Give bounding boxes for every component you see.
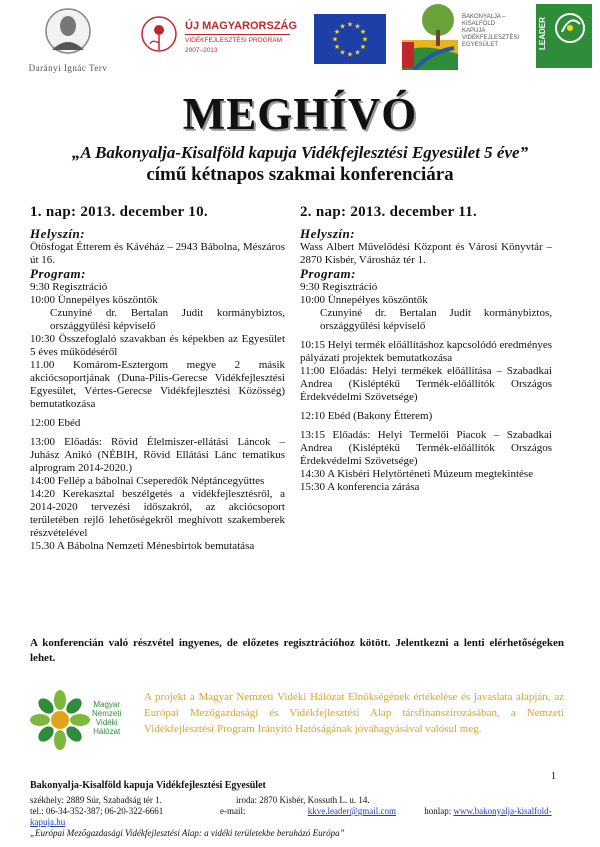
- day2-heading: 2. nap: 2013. december 11.: [300, 204, 478, 220]
- footer-org-name: Bakonyalja-Kisalföld kapuja Vidékfejlesztési Egyesület: [30, 780, 266, 791]
- program-item: 11.00 Komárom-Esztergom megye 2 másik akciócsoportjának (Duna-Pilis-Gerecse Vidékfejlesztési Egyesület, Vértes-Gerecse Vidékfejlesztési Közösség) bemutatkozása: [30, 359, 285, 410]
- program-item: 13:00 Előadás: Rövid Élelmiszer-ellátási Láncok – Juhász Anikó (NÉBIH, Rövid Ellátási Lánc tematikus alprogram 2014-2020.): [30, 436, 285, 474]
- page-number: 1: [551, 771, 556, 782]
- daranyi-portrait-icon: [8, 6, 128, 56]
- eu-star-icon: ★: [346, 50, 354, 59]
- daranyi-logo: [8, 6, 128, 74]
- eu-star-icon: ★: [333, 43, 341, 51]
- day2-program-label: Program:: [300, 266, 356, 281]
- event-subtitle: „A Bakonyalja-Kisalföld kapuja Vidékfejlesztési Egyesület 5 éve”: [71, 143, 529, 162]
- day1-venue: Ötösfogat Étterem és Kávéház – 2943 Bábolna, Mészáros út 16.: [30, 241, 285, 266]
- footer-web-label: honlap:: [424, 806, 452, 816]
- eu-star-icon: ★: [333, 28, 341, 36]
- eu-star-icon: ★: [331, 35, 339, 44]
- footer-phone: tel.: 06-34-352-387; 06-20-322-6661: [30, 806, 164, 816]
- umft-title: ÚJ MAGYARORSZÁG: [185, 20, 298, 32]
- umft-flower-icon: [140, 10, 178, 64]
- program-item: 13:15 Előadás: Helyi Termelői Piacok – Szabadkai Andrea (Kisléptékű Termék-előállítók Országos Érdekvédelmi Szövetsége): [300, 429, 552, 467]
- eu-star-icon: ★: [339, 22, 346, 31]
- footer-motto: „Európai Mezőgazdasági Vidékfejlesztési Alap: a vidéki területekbe beruházó Európa”: [30, 828, 345, 838]
- footer: [30, 780, 570, 839]
- day1-program-label: Program:: [30, 266, 86, 281]
- program-item: 10:30 Összefoglaló szavakban és képekben az Egyesület 5 éves működéséről: [30, 333, 285, 358]
- mnvh-flower-icon: [30, 690, 90, 750]
- leader-text: LEADER: [538, 17, 547, 50]
- page-title: MEGHÍVÓ: [182, 89, 418, 139]
- day1-heading: 1. nap: 2013. december 10.: [30, 204, 208, 220]
- eu-star-icon: ★: [359, 43, 367, 51]
- eu-star-icon: ★: [361, 35, 369, 44]
- program-item: Czunyiné dr. Bertalan Judit kormánybiztos, országgyűlési képviselő: [50, 307, 285, 332]
- day1-column: [30, 206, 285, 553]
- eu-flag-logo: [314, 14, 386, 64]
- program-item: 14:00 Fellép a bábolnai Cseperedők Néptáncegyüttes: [30, 475, 265, 487]
- bakonyalja-logo-text: BAKONYALJA – KISALFÖLD KAPUJA VIDÉKFEJLESZTÉSI EGYESÜLET: [462, 14, 520, 48]
- event-subtitle-2: című kétnapos szakmai konferenciára: [146, 164, 454, 185]
- day1-venue-label: Helyszín:: [30, 226, 86, 241]
- mnvh-logo: [30, 688, 140, 754]
- footer-email-label: e-mail:: [220, 806, 246, 816]
- mnvh-funding-text: A projekt a Magyar Nemzeti Vidéki Hálózat Elnökségének értékelése és javaslata alapján, az Európai Mezőgazdasági és Vidékfejlesztési Alap társfinanszírozásában, a Nemzeti Vidékfejlesztési Program Irányító Hatóságának jóváhagyásával valósul meg.: [144, 691, 564, 735]
- program-item: 14:20 Kerekasztal beszélgetés a vidékfejlesztésről, a 2014-2020 tervezési időszakról, az akciócsoport területében rejlő lehetőségekről meghívott szakemberek részvételével: [30, 488, 285, 539]
- program-item: 14:30 A Kisbéri Helytörténeti Múzeum megtekintése: [300, 468, 534, 480]
- day2-venue: Wass Albert Művelődési Központ és Városi Könyvtár – 2870 Kisbér, Városház tér 1.: [300, 241, 552, 266]
- program-item: 10:00 Ünnepélyes köszöntők: [300, 294, 428, 306]
- footer-web-link[interactable]: www.bakonyalja-kisalfold-kapuja.hu: [30, 806, 552, 827]
- footer-email-link[interactable]: kkve.leader@gmail.com: [307, 806, 397, 816]
- mnvh-logo-text: Magyar Nemzeti Vidéki Hálózat: [92, 700, 122, 736]
- eu-star-icon: ★: [346, 20, 354, 29]
- footer-seat: székhely: 2889 Súr, Szabadság tér 1.: [30, 795, 162, 805]
- day2-program-list: [300, 281, 552, 494]
- program-item: 15.30 A Bábolna Nemzeti Ménesbirtok bemutatása: [30, 540, 255, 552]
- program-item: 11:00 Előadás: Helyi termékek előállítása – Szabadkai Andrea (Kisléptékű Termék-előállítók Országos Érdekvédelmi Szövetsége): [300, 365, 552, 403]
- day1-program-list: [30, 281, 285, 553]
- program-item: 10:15 Helyi termék előállításhoz kapcsolódó eredményes pályázati projektek bemutatkozása: [300, 339, 553, 364]
- program-item: 15:30 A konferencia zárása: [300, 481, 420, 493]
- program-item: 12:10 Ebéd (Bakony Étterem): [300, 410, 433, 422]
- bakonyalja-logo: [402, 2, 522, 72]
- leader-logo: [536, 4, 592, 68]
- program-item: 9:30 Regisztráció: [30, 281, 108, 293]
- eu-star-icon: ★: [359, 28, 367, 36]
- umft-logo: [140, 6, 300, 74]
- eu-star-icon: ★: [354, 22, 361, 31]
- day2-column: [300, 206, 552, 494]
- tree-landscape-icon: [402, 2, 458, 70]
- program-item: 10:00 Ünnepélyes köszöntők: [30, 294, 158, 306]
- program-item: 12:00 Ebéd: [30, 417, 81, 429]
- umft-years: 2007–2013: [185, 47, 218, 54]
- umft-subtitle: VIDÉKFEJLESZTÉSI PROGRAM: [185, 37, 283, 44]
- program-item: Czunyiné dr. Bertalan Judit kormánybiztos, országgyűlési képviselő: [320, 307, 552, 332]
- footer-office: iroda: 2870 Kisbér, Kossuth L. u. 14.: [236, 795, 370, 805]
- eu-flag-icon: [314, 14, 386, 64]
- program-item: 9:30 Regisztráció: [300, 281, 378, 293]
- daranyi-caption: Darányi Ignác Terv: [28, 63, 108, 73]
- registration-notice: A konferencián való részvétel ingyenes, de előzetes regisztrációhoz kötött. Jelentkezni a lenti elérhetőségeken lehet.: [30, 637, 564, 664]
- eu-star-icon: ★: [354, 48, 361, 57]
- day2-venue-label: Helyszín:: [300, 226, 356, 241]
- eu-star-icon: ★: [339, 48, 346, 57]
